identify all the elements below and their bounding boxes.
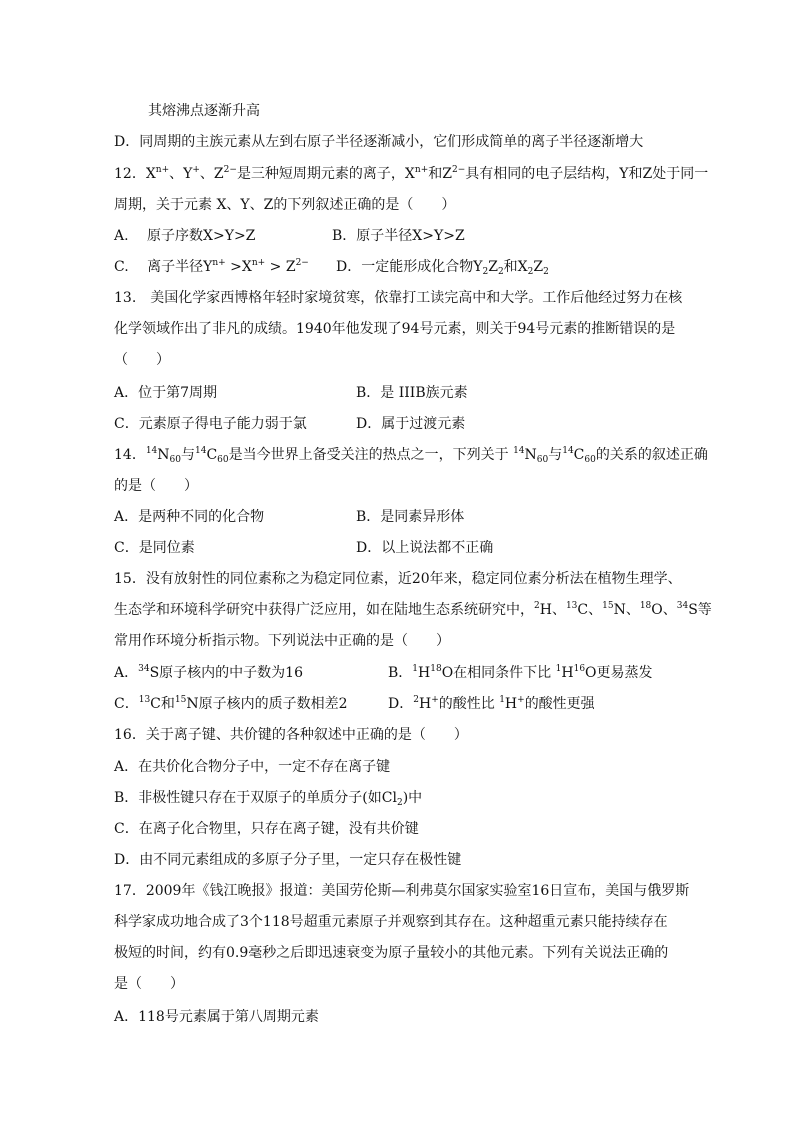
option-b: B．非极性键只存在于双原子的单质分子(如$Cl_2$)中 — [114, 790, 423, 808]
option-line: D．同周期的主族元素从左到右原子半径逐渐减小，它们形成简单的离子半径逐渐增大 — [114, 134, 644, 150]
question-16: 16．关于离子键、共价键的各种叙述中正确的是（ ） — [114, 727, 468, 743]
option-a: A．在共价化合物分子中，一定不存在离子键 — [114, 759, 391, 775]
option-c: C．在离子化合物里，只存在离子键，没有共价键 — [114, 821, 419, 837]
question-17-cont: 是（ ） — [114, 976, 184, 992]
option-line — [114, 382, 468, 404]
question-14: 14．$^{14}N_{60}$与$^{14}C_{60}$是当今世界上备受关注的热点之一，下列关于 $^{14}N_{60}$与$^{14}C_{60}$的关系的叙述正确 — [114, 446, 708, 465]
text-line: 其熔沸点逐渐升高 — [148, 103, 260, 119]
option-c: C．$^{13}$C和$^{15}$N原子核内的质子数相差2 — [114, 695, 348, 712]
question-12-cont: 周期，关于元素 X、Y、Z的下列叙述正确的是（ ） — [114, 197, 456, 213]
question-15-cont: 生态学和环境科学研究中获得广泛应用，如在陆地生态系统研究中，$^2$H、$^{13}$C、$^{15}$N、$^{18}$O、$^{34}$S等 — [114, 601, 712, 618]
question-13-cont: 化学领域作出了非凡的成绩。1940年他发现了94号元素，则关于94号元素的推断错误的是 — [114, 321, 676, 337]
option-d: D．属于过渡元素 — [356, 416, 466, 432]
question-13-cont: （ ） — [114, 352, 170, 368]
option-d: D．一定能形成化合物$Y_2Z_2$和$X_2Z_2$ — [336, 259, 549, 277]
question-17-cont: 科学家成功地合成了3个118号超重元素原子并观察到其存在。这种超重元素只能持续存在 — [114, 914, 668, 930]
option-b: B．$^1H^{18}O$在相同条件下比 $^1H^{16}O$更易蒸发 — [388, 664, 653, 681]
question-14-cont: 的是（ ） — [114, 478, 198, 494]
option-line — [114, 413, 466, 435]
option-c: C. 离子半径$Y^{n+} >X^{n+} > Z^{2-}$ — [114, 258, 309, 275]
question-13: 13. 美国化学家西博格年轻时家境贫寒，依靠打工读完高中和大学。工作后他经过努力在核 — [114, 290, 683, 306]
option-a: A．是两种不同的化合物 — [114, 509, 265, 525]
option-line — [114, 662, 653, 684]
option-c: C．元素原子得电子能力弱于氯 — [114, 416, 307, 432]
option-line — [114, 693, 595, 715]
option-line — [114, 506, 465, 528]
option-d: D．由不同元素组成的多原子分子里，一定只存在极性键 — [114, 852, 462, 868]
option-line — [114, 537, 494, 559]
question-17-cont: 极短的时间，约有0.9毫秒之后即迅速衰变为原子量较小的其他元素。下列有关说法正确的 — [114, 945, 669, 961]
option-a: A．118号元素属于第八周期元素 — [114, 1009, 319, 1025]
question-15: 15．没有放射性的同位素称之为稳定同位素，近20年来，稳定同位素分析法在植物生理学、 — [114, 571, 682, 587]
option-a: A. 原子序数X>Y>Z — [114, 228, 256, 244]
option-line — [114, 256, 549, 278]
option-b: B．原子半径X>Y>Z — [332, 228, 465, 244]
option-a: A．$^{34}$S原子核内的中子数为16 — [114, 664, 303, 681]
option-b: B．是同素异形体 — [356, 509, 465, 525]
question-17: 17．2009年《钱江晚报》报道：美国劳伦斯—利弗莫尔国家实验室16日宣布，美国与俄罗斯 — [114, 883, 690, 899]
question-12: 12．$X^{n+}$、Y+、$Z^{2-}$是三种短周期元素的离子，$X^{n+}$和$Z^{2-}$具有相同的电子层结构，Y和Z处于同一 — [114, 165, 709, 182]
option-c: C．是同位素 — [114, 540, 195, 556]
option-d: D．以上说法都不正确 — [356, 540, 494, 556]
option-d: D．$^2$H+的酸性比 $^1$H+的酸性更强 — [388, 695, 595, 712]
option-b: B．是 IIIB族元素 — [356, 385, 468, 401]
question-15-cont: 常用作环境分析指示物。下列说法中正确的是（ ） — [114, 633, 450, 649]
option-line — [114, 225, 465, 247]
option-a: A．位于第7周期 — [114, 385, 218, 401]
